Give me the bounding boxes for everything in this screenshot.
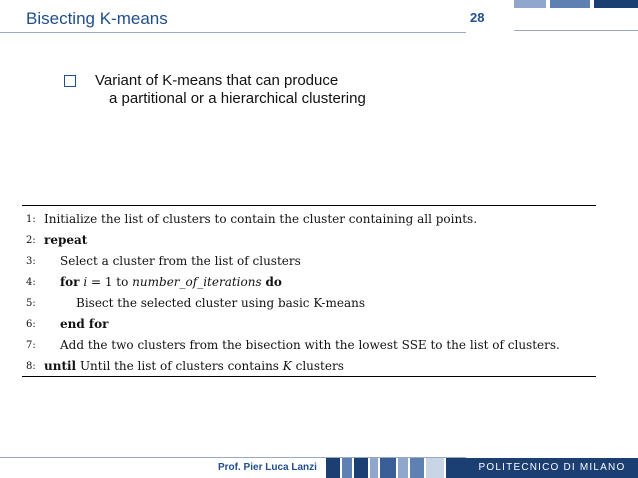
header-divider: [0, 32, 466, 33]
algorithm-box: [22, 205, 596, 377]
footer-author: Prof. Pier Luca Lanzi: [218, 462, 317, 473]
line-number: 7:: [26, 340, 36, 351]
bullet-line-1: Variant of K-means that can produce: [95, 72, 339, 89]
variable-k: K: [282, 359, 292, 373]
keyword-until: until: [44, 359, 77, 373]
keyword-end-for: end for: [60, 317, 109, 331]
line-text: clusters: [295, 359, 344, 373]
variable-i: i: [83, 275, 88, 289]
line-text: Bisect the selected cluster using basic K-means: [76, 296, 365, 310]
line-text: Initialize the list of clusters to contain the cluster containing all points.: [44, 212, 478, 226]
line-number: 3:: [26, 256, 36, 267]
line-number: 6:: [26, 319, 36, 330]
keyword-repeat: repeat: [44, 233, 88, 247]
footer-brand-logo: POLITECNICO DI MILANO: [466, 458, 638, 478]
bullet-line-2: a partitional or a hierarchical clustering: [109, 90, 366, 107]
line-text: Until the list of clusters contains: [79, 359, 279, 373]
line-number: 1:: [26, 214, 36, 225]
keyword-do: do: [265, 275, 282, 289]
header-decoration: [470, 0, 638, 34]
bullet-text: [95, 72, 366, 108]
line-number: 8:: [26, 361, 36, 372]
line-text: Select a cluster from the list of clusters: [60, 254, 301, 268]
page-number: 28: [470, 10, 485, 25]
line-text: Add the two clusters from the bisection with the lowest SSE to the list of clusters.: [60, 338, 560, 352]
line-number: 4:: [26, 277, 36, 288]
line-number: 5:: [26, 298, 36, 309]
bullet-square-icon: [64, 75, 76, 87]
variable-iterations: number_of_iterations: [132, 275, 262, 289]
line-number: 2:: [26, 235, 36, 246]
keyword-for: for: [60, 275, 80, 289]
page-title: Bisecting K-means: [26, 9, 168, 28]
footer-divider: [0, 457, 466, 458]
line-text: = 1 to: [87, 275, 133, 289]
